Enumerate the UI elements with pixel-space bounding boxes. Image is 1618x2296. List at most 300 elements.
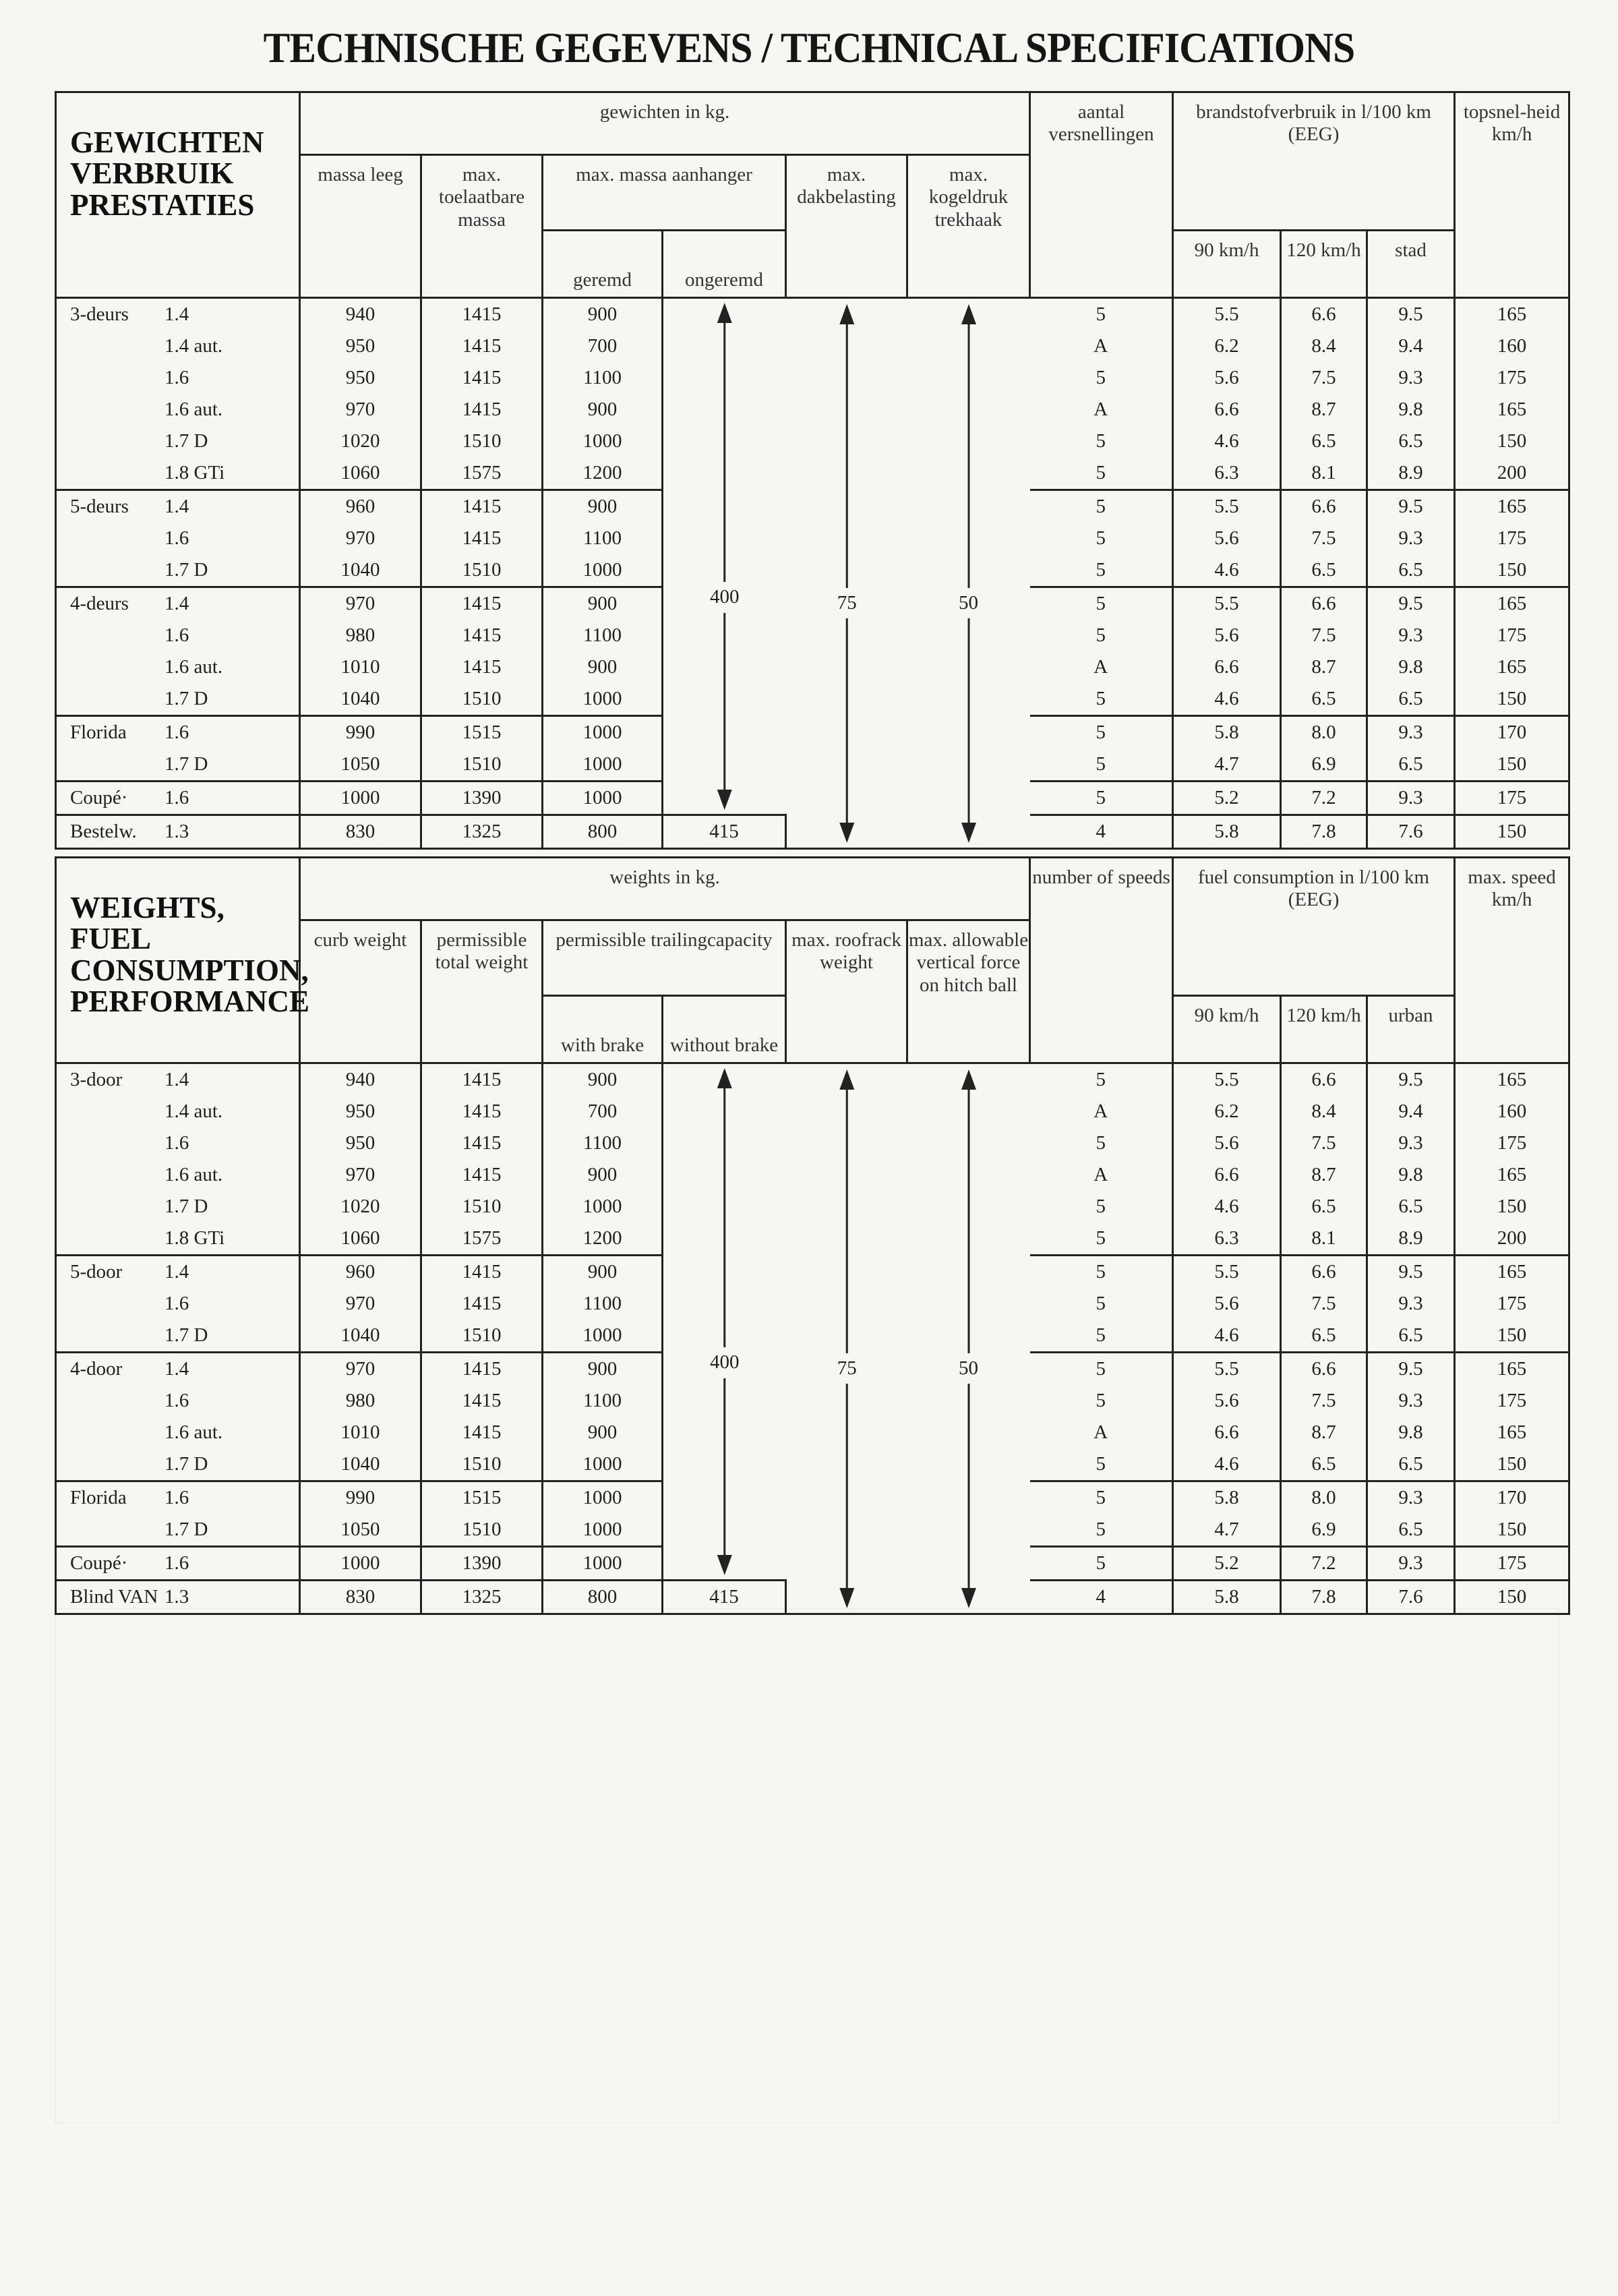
header-weights-group: gewichten in kg. — [300, 92, 1030, 155]
row-label — [56, 782, 300, 815]
total-weight-cell: 1415 — [421, 620, 543, 651]
row-label — [56, 683, 300, 716]
fuel-90-cell: 4.6 — [1173, 554, 1281, 587]
curb-weight-cell: 970 — [300, 1288, 421, 1320]
speeds-cell: 5 — [1030, 683, 1173, 716]
hitch-load-value-wrap — [907, 304, 1030, 843]
top-speed-cell: 150 — [1497, 1324, 1527, 1346]
engine-version-label: 1.6 — [164, 721, 189, 743]
engine-version-label: 1.7 D — [164, 1324, 208, 1346]
row-label — [56, 1096, 300, 1127]
double-arrow-icon — [907, 1069, 1030, 1608]
fuel-120-cell: 8.0 — [1281, 716, 1367, 749]
curb-weight-cell: 1050 — [300, 748, 421, 782]
top-speed-cell: 170 — [1455, 1481, 1569, 1514]
fuel-city-cell: 6.5 — [1367, 554, 1455, 587]
speeds-cell: 5 — [1030, 1223, 1173, 1256]
row-label — [56, 330, 300, 362]
curb-weight-cell: 990 — [300, 1481, 421, 1514]
fuel-90-cell: 5.6 — [1173, 1385, 1281, 1417]
fuel-90-cell: 4.7 — [1173, 1514, 1281, 1547]
fuel-city-cell: 6.5 — [1367, 1320, 1455, 1353]
curb-weight-cell: 1010 — [300, 651, 421, 683]
spec-table-0 — [55, 91, 1570, 850]
row-label — [56, 748, 300, 782]
fuel-90-cell: 5.8 — [1173, 1581, 1281, 1614]
fuel-90-cell: 5.6 — [1173, 1288, 1281, 1320]
braked-trailer-cell: 1000 — [543, 1320, 663, 1353]
fuel-city-cell: 9.3 — [1367, 620, 1455, 651]
top-speed-cell: 175 — [1497, 1292, 1527, 1314]
row-label — [56, 716, 300, 749]
braked-trailer-cell: 800 — [543, 1581, 663, 1614]
top-speed-cell: 150 — [1497, 430, 1527, 452]
braked-trailer-cell: 1200 — [543, 457, 663, 490]
row-label — [56, 1191, 300, 1223]
fuel-120-cell: 7.8 — [1281, 1581, 1367, 1614]
vehicle-type-label: 4-deurs — [70, 592, 129, 614]
unbraked-trailer-value: 400 — [663, 582, 786, 612]
curb-weight-cell: 950 — [300, 1127, 421, 1159]
row-label — [56, 1159, 300, 1191]
fuel-90-cell: 6.6 — [1173, 394, 1281, 425]
fuel-90-cell: 6.6 — [1173, 1159, 1281, 1191]
fuel-city-cell: 9.4 — [1367, 330, 1455, 362]
vehicle-type-label: Coupé· — [70, 1552, 128, 1574]
header-with-brake: with brake — [543, 996, 663, 1063]
top-speed-cell: 165 — [1497, 303, 1527, 325]
fuel-90-cell: 4.6 — [1173, 1320, 1281, 1353]
speeds-cell: 5 — [1030, 298, 1173, 331]
curb-weight-cell: 1000 — [300, 782, 421, 815]
fuel-city-cell: 9.5 — [1367, 1353, 1455, 1386]
row-label — [56, 620, 300, 651]
unbraked-trailer-span — [663, 298, 786, 815]
hitch-load-value-wrap — [907, 1069, 1030, 1608]
fuel-120-cell: 8.4 — [1281, 1096, 1367, 1127]
header-fuel-90: 90 km/h — [1173, 996, 1281, 1063]
arrow-head-down — [961, 1588, 976, 1608]
braked-trailer-cell: 900 — [543, 1353, 663, 1386]
header-with-brake: geremd — [543, 231, 663, 298]
header-top-speed: max. speed km/h — [1455, 858, 1569, 1063]
double-arrow-icon — [663, 1068, 786, 1575]
top-speed-cell: 160 — [1497, 334, 1527, 357]
fuel-city-cell: 9.5 — [1367, 587, 1455, 620]
table-row — [56, 298, 1569, 331]
fuel-120-cell: 7.2 — [1281, 1547, 1367, 1581]
speeds-cell: A — [1030, 1417, 1173, 1448]
braked-trailer-cell: 1200 — [543, 1223, 663, 1256]
section-title: WEIGHTS, FUEL CONSUMPTION, PERFORMANCE — [56, 858, 300, 1063]
row-label — [56, 394, 300, 425]
curb-weight-cell: 1050 — [300, 1514, 421, 1547]
engine-version-label: 1.4 aut. — [164, 1100, 223, 1122]
row-label — [56, 1448, 300, 1481]
engine-version-label: 1.7 D — [164, 430, 208, 452]
top-speed-cell: 175 — [1497, 366, 1527, 388]
speeds-cell: 5 — [1030, 1481, 1173, 1514]
engine-version-label: 1.7 D — [164, 1452, 208, 1475]
braked-trailer-cell: 1100 — [543, 523, 663, 554]
total-weight-cell: 1325 — [421, 815, 543, 849]
speeds-cell: A — [1030, 651, 1173, 683]
header-speeds: aantal versnellingen — [1030, 92, 1173, 298]
fuel-90-cell: 5.8 — [1173, 1481, 1281, 1514]
row-label — [56, 425, 300, 457]
unbraked-trailer-van-cell: 415 — [663, 815, 786, 849]
braked-trailer-cell: 900 — [543, 1256, 663, 1289]
arrow-head-down — [839, 823, 854, 843]
total-weight-cell: 1415 — [421, 1063, 543, 1096]
fuel-120-cell: 6.6 — [1281, 1063, 1367, 1096]
curb-weight-cell: 830 — [300, 815, 421, 849]
fuel-90-cell: 5.5 — [1173, 1256, 1281, 1289]
total-weight-cell: 1510 — [421, 1320, 543, 1353]
total-weight-cell: 1510 — [421, 1448, 543, 1481]
fuel-120-cell: 7.5 — [1281, 523, 1367, 554]
engine-version-label: 1.4 — [164, 592, 189, 614]
top-speed-cell: 175 — [1497, 1131, 1527, 1154]
fuel-city-cell: 9.8 — [1367, 1417, 1455, 1448]
vehicle-type-label: Bestelw. — [70, 820, 137, 842]
speeds-cell: 5 — [1030, 1256, 1173, 1289]
curb-weight-cell: 970 — [300, 394, 421, 425]
speeds-cell: A — [1030, 1159, 1173, 1191]
top-speed-cell: 165 — [1497, 398, 1527, 420]
top-speed-cell: 150 — [1497, 1518, 1527, 1540]
curb-weight-cell: 950 — [300, 362, 421, 394]
row-label — [56, 1320, 300, 1353]
braked-trailer-cell: 1000 — [543, 554, 663, 587]
braked-trailer-cell: 1000 — [543, 1448, 663, 1481]
engine-version-label: 1.4 aut. — [164, 334, 223, 357]
spec-table-1 — [55, 856, 1570, 1615]
fuel-90-cell: 6.3 — [1173, 457, 1281, 490]
header-fuel-120: 120 km/h — [1281, 996, 1367, 1063]
curb-weight-cell: 940 — [300, 1063, 421, 1096]
unbraked-trailer-value-wrap — [663, 1068, 786, 1575]
braked-trailer-cell: 900 — [543, 298, 663, 331]
fuel-120-cell: 6.5 — [1281, 425, 1367, 457]
row-label — [56, 362, 300, 394]
unbraked-trailer-van-cell: 415 — [663, 1581, 786, 1614]
fuel-120-cell: 6.9 — [1281, 1514, 1367, 1547]
top-speed-cell: 170 — [1455, 716, 1569, 749]
row-label — [56, 587, 300, 620]
row-label — [56, 1547, 300, 1581]
fuel-city-cell: 9.5 — [1367, 298, 1455, 331]
fuel-city-cell: 9.8 — [1367, 1159, 1455, 1191]
fuel-120-cell: 8.7 — [1281, 394, 1367, 425]
row-label — [56, 523, 300, 554]
vehicle-type-label: 4-door — [70, 1357, 123, 1380]
double-arrow-icon — [787, 304, 907, 843]
header-top-speed: topsnel-heid km/h — [1455, 92, 1569, 298]
total-weight-cell: 1510 — [421, 554, 543, 587]
engine-version-label: 1.6 aut. — [164, 398, 223, 420]
fuel-90-cell: 5.5 — [1173, 490, 1281, 523]
row-label — [56, 1288, 300, 1320]
speeds-cell: 4 — [1030, 815, 1173, 849]
arrow-head-up — [961, 304, 976, 324]
top-speed-cell: 165 — [1497, 655, 1527, 678]
engine-version-label: 1.4 — [164, 1068, 189, 1090]
vehicle-type-label: 5-door — [70, 1260, 123, 1283]
fuel-city-cell: 9.3 — [1367, 1547, 1455, 1581]
total-weight-cell: 1415 — [421, 1417, 543, 1448]
vehicle-type-label: Florida — [70, 721, 127, 743]
arrow-head-down — [717, 790, 732, 810]
fuel-90-cell: 6.2 — [1173, 1096, 1281, 1127]
fuel-120-cell: 7.5 — [1281, 1127, 1367, 1159]
arrow-head-down — [717, 1555, 732, 1575]
speeds-cell: 5 — [1030, 620, 1173, 651]
fuel-120-cell: 8.7 — [1281, 1417, 1367, 1448]
curb-weight-cell: 970 — [300, 523, 421, 554]
engine-version-label: 1.6 — [164, 624, 189, 646]
header-roof-load: max. roofrack weight — [786, 920, 907, 1063]
fuel-city-cell: 9.3 — [1367, 1481, 1455, 1514]
fuel-120-cell: 6.6 — [1281, 490, 1367, 523]
fuel-90-cell: 5.2 — [1173, 1547, 1281, 1581]
header-curb-weight: curb weight — [300, 920, 421, 1063]
row-label — [56, 1223, 300, 1256]
row-label — [56, 1481, 300, 1514]
total-weight-cell: 1510 — [421, 683, 543, 716]
fuel-120-cell: 8.1 — [1281, 457, 1367, 490]
speeds-cell: A — [1030, 1096, 1173, 1127]
hitch-load-value: 50 — [907, 1353, 1030, 1384]
braked-trailer-cell: 900 — [543, 1063, 663, 1096]
speeds-cell: 5 — [1030, 1385, 1173, 1417]
fuel-city-cell: 9.3 — [1367, 523, 1455, 554]
curb-weight-cell: 1040 — [300, 1320, 421, 1353]
top-speed-cell: 200 — [1497, 1227, 1527, 1249]
curb-weight-cell: 1010 — [300, 1417, 421, 1448]
fuel-90-cell: 4.6 — [1173, 1191, 1281, 1223]
row-label — [56, 554, 300, 587]
braked-trailer-cell: 1100 — [543, 1288, 663, 1320]
header-curb-weight: massa leeg — [300, 155, 421, 298]
fuel-90-cell: 6.3 — [1173, 1223, 1281, 1256]
top-speed-cell: 200 — [1497, 461, 1527, 483]
unbraked-trailer-span — [663, 1063, 786, 1581]
braked-trailer-cell: 700 — [543, 330, 663, 362]
braked-trailer-cell: 1000 — [543, 1191, 663, 1223]
braked-trailer-cell: 800 — [543, 815, 663, 849]
fuel-120-cell: 6.5 — [1281, 1191, 1367, 1223]
curb-weight-cell: 1040 — [300, 683, 421, 716]
curb-weight-cell: 980 — [300, 1385, 421, 1417]
fuel-120-cell: 7.8 — [1281, 815, 1367, 849]
fuel-city-cell: 9.3 — [1367, 362, 1455, 394]
fuel-90-cell: 5.5 — [1173, 1063, 1281, 1096]
header-total-weight: max. toelaatbare massa — [421, 155, 543, 298]
total-weight-cell: 1415 — [421, 1256, 543, 1289]
curb-weight-cell: 1020 — [300, 1191, 421, 1223]
speeds-cell: 5 — [1030, 1320, 1173, 1353]
row-label — [56, 457, 300, 490]
curb-weight-cell: 960 — [300, 490, 421, 523]
fuel-city-cell: 7.6 — [1367, 1581, 1455, 1614]
fuel-city-cell: 6.5 — [1367, 683, 1455, 716]
arrow-head-down — [839, 1588, 854, 1608]
total-weight-cell: 1415 — [421, 1288, 543, 1320]
row-label — [56, 1417, 300, 1448]
fuel-120-cell: 6.6 — [1281, 1353, 1367, 1386]
speeds-cell: 4 — [1030, 1581, 1173, 1614]
row-label — [56, 1063, 300, 1096]
braked-trailer-cell: 900 — [543, 1159, 663, 1191]
fuel-120-cell: 6.5 — [1281, 554, 1367, 587]
engine-version-label: 1.4 — [164, 1357, 189, 1380]
speeds-cell: 5 — [1030, 1547, 1173, 1581]
fuel-city-cell: 8.9 — [1367, 457, 1455, 490]
fuel-city-cell: 9.3 — [1367, 1288, 1455, 1320]
total-weight-cell: 1415 — [421, 1353, 543, 1386]
fuel-120-cell: 6.6 — [1281, 587, 1367, 620]
curb-weight-cell: 830 — [300, 1581, 421, 1614]
top-speed-cell: 160 — [1497, 1100, 1527, 1122]
braked-trailer-cell: 1000 — [543, 782, 663, 815]
double-arrow-icon — [907, 304, 1030, 843]
fuel-90-cell: 5.5 — [1173, 1353, 1281, 1386]
fuel-city-cell: 9.8 — [1367, 651, 1455, 683]
speeds-cell: A — [1030, 394, 1173, 425]
header-trailer-group: permissible trailingcapacity — [543, 920, 786, 996]
braked-trailer-cell: 1000 — [543, 425, 663, 457]
speeds-cell: 5 — [1030, 457, 1173, 490]
fuel-city-cell: 8.9 — [1367, 1223, 1455, 1256]
header-weights-group: weights in kg. — [300, 858, 1030, 920]
braked-trailer-cell: 1000 — [543, 1547, 663, 1581]
double-arrow-icon — [787, 1069, 907, 1608]
braked-trailer-cell: 700 — [543, 1096, 663, 1127]
fuel-90-cell: 6.6 — [1173, 651, 1281, 683]
table-row — [56, 1063, 1569, 1096]
engine-version-label: 1.4 — [164, 1260, 189, 1283]
top-speed-cell: 175 — [1497, 624, 1527, 646]
engine-version-label: 1.7 D — [164, 1195, 208, 1217]
curb-weight-cell: 980 — [300, 620, 421, 651]
arrow-head-up — [717, 303, 732, 323]
braked-trailer-cell: 1000 — [543, 748, 663, 782]
double-arrow-icon — [663, 303, 786, 810]
section-title: GEWICHTEN VERBRUIK PRESTATIES — [56, 92, 300, 298]
arrow-head-up — [717, 1068, 732, 1088]
curb-weight-cell: 1000 — [300, 1547, 421, 1581]
top-speed-cell: 175 — [1497, 1389, 1527, 1411]
row-label — [56, 1581, 300, 1614]
fuel-city-cell: 6.5 — [1367, 1514, 1455, 1547]
curb-weight-cell: 960 — [300, 1256, 421, 1289]
fuel-120-cell: 7.2 — [1281, 782, 1367, 815]
total-weight-cell: 1415 — [421, 1385, 543, 1417]
fuel-120-cell: 6.5 — [1281, 1320, 1367, 1353]
speeds-cell: 5 — [1030, 1514, 1173, 1547]
speeds-cell: 5 — [1030, 490, 1173, 523]
header-fuel-group: fuel consumption in l/100 km (EEG) — [1173, 858, 1455, 996]
roof-load-span — [786, 1063, 907, 1614]
braked-trailer-cell: 1000 — [543, 1481, 663, 1514]
curb-weight-cell: 1060 — [300, 457, 421, 490]
roof-load-value-wrap — [787, 304, 907, 843]
speeds-cell: 5 — [1030, 1063, 1173, 1096]
engine-version-label: 1.6 — [164, 1292, 189, 1314]
total-weight-cell: 1415 — [421, 523, 543, 554]
fuel-120-cell: 7.5 — [1281, 1288, 1367, 1320]
vehicle-type-label: Blind VAN — [70, 1585, 158, 1608]
braked-trailer-cell: 900 — [543, 651, 663, 683]
engine-version-label: 1.6 — [164, 1552, 189, 1574]
fuel-120-cell: 8.1 — [1281, 1223, 1367, 1256]
total-weight-cell: 1415 — [421, 298, 543, 331]
fuel-90-cell: 4.6 — [1173, 425, 1281, 457]
row-label — [56, 815, 300, 849]
fuel-city-cell: 9.4 — [1367, 1096, 1455, 1127]
top-speed-cell: 150 — [1497, 753, 1527, 775]
row-label — [56, 651, 300, 683]
fuel-90-cell: 4.6 — [1173, 683, 1281, 716]
braked-trailer-cell: 1000 — [543, 716, 663, 749]
row-label — [56, 1514, 300, 1547]
engine-version-label: 1.4 — [164, 303, 189, 325]
curb-weight-cell: 1040 — [300, 554, 421, 587]
total-weight-cell: 1510 — [421, 1191, 543, 1223]
top-speed-cell: 150 — [1497, 558, 1527, 581]
curb-weight-cell: 1060 — [300, 1223, 421, 1256]
vehicle-type-label: Florida — [70, 1486, 127, 1508]
engine-version-label: 1.6 — [164, 786, 189, 808]
header-without-brake: without brake — [663, 996, 786, 1063]
fuel-90-cell: 5.8 — [1173, 716, 1281, 749]
top-speed-cell: 150 — [1497, 1195, 1527, 1217]
engine-version-label: 1.7 D — [164, 558, 208, 581]
speeds-cell: 5 — [1030, 523, 1173, 554]
curb-weight-cell: 970 — [300, 587, 421, 620]
speeds-cell: A — [1030, 330, 1173, 362]
fuel-city-cell: 9.5 — [1367, 1063, 1455, 1096]
engine-version-label: 1.4 — [164, 495, 189, 517]
fuel-city-cell: 9.5 — [1367, 490, 1455, 523]
fuel-city-cell: 9.8 — [1367, 394, 1455, 425]
top-speed-cell: 165 — [1455, 490, 1569, 523]
top-speed-cell: 175 — [1455, 782, 1569, 815]
fuel-120-cell: 8.4 — [1281, 330, 1367, 362]
unbraked-trailer-value: 400 — [663, 1347, 786, 1378]
fuel-90-cell: 6.2 — [1173, 330, 1281, 362]
row-label — [56, 1127, 300, 1159]
total-weight-cell: 1415 — [421, 1159, 543, 1191]
row-label — [56, 1256, 300, 1289]
engine-version-label: 1.3 — [164, 1585, 189, 1608]
fuel-90-cell: 5.6 — [1173, 1127, 1281, 1159]
fuel-120-cell: 7.5 — [1281, 620, 1367, 651]
top-speed-cell: 150 — [1455, 1581, 1569, 1614]
fuel-90-cell: 5.2 — [1173, 782, 1281, 815]
arrow-head-up — [839, 304, 854, 324]
braked-trailer-cell: 1100 — [543, 1127, 663, 1159]
braked-trailer-cell: 900 — [543, 490, 663, 523]
row-label — [56, 1385, 300, 1417]
fuel-city-cell: 6.5 — [1367, 1191, 1455, 1223]
header-roof-load: max. dakbelasting — [786, 155, 907, 298]
engine-version-label: 1.7 D — [164, 753, 208, 775]
fuel-120-cell: 7.5 — [1281, 362, 1367, 394]
fuel-120-cell: 8.0 — [1281, 1481, 1367, 1514]
braked-trailer-cell: 900 — [543, 587, 663, 620]
